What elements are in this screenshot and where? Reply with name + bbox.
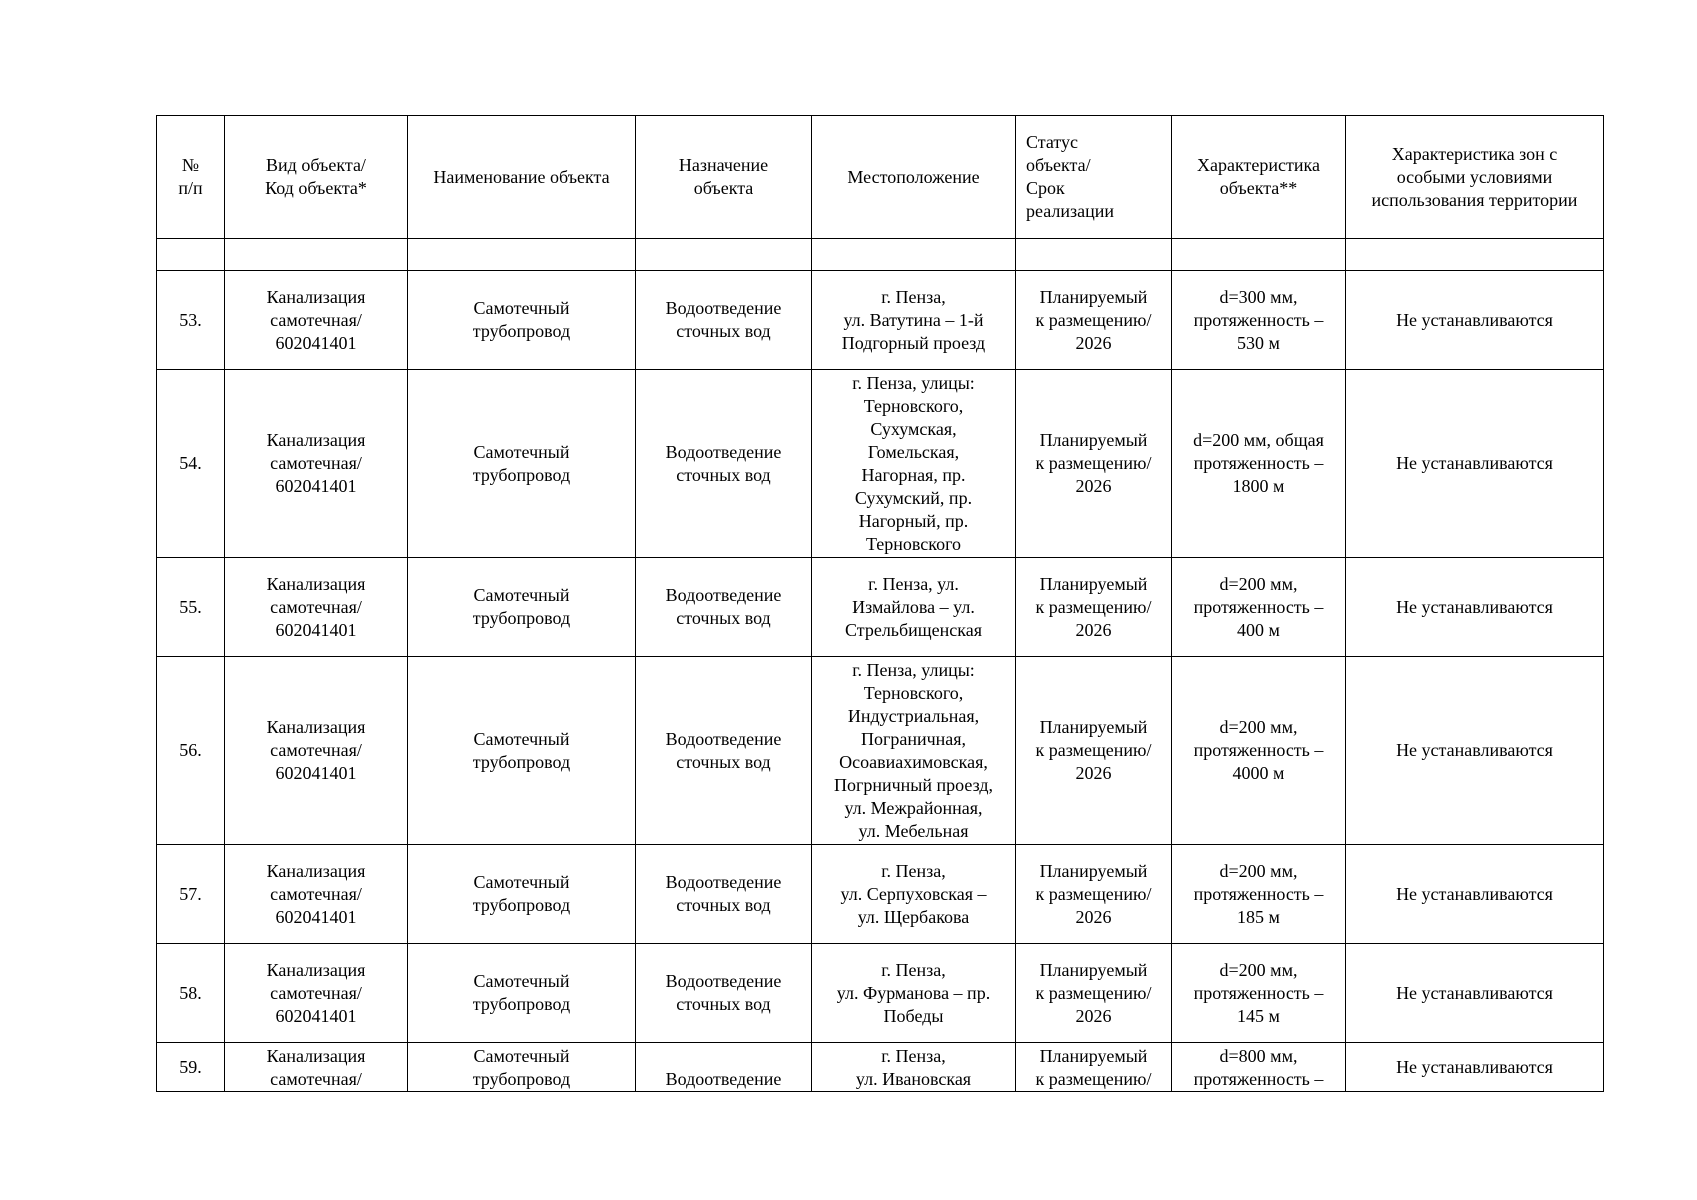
cell-status-text: Планируемый к размещению/ (1035, 1046, 1152, 1089)
cell-name (408, 944, 636, 1043)
cell-purpose-text: Водоотведение сточных вод (665, 585, 782, 628)
cell-characteristic (1172, 1043, 1346, 1092)
cell-characteristic (1172, 271, 1346, 370)
cell-num-text: 59. (179, 1056, 202, 1077)
table-header-row (157, 116, 1604, 239)
cell-characteristic-text: d=200 мм, протяженность – 185 м (1193, 860, 1324, 927)
cell-type-text: Канализация самотечная/ 602041401 (266, 430, 366, 496)
table-row (157, 558, 1604, 657)
cell-status-text: Планируемый к размещению/ 2026 (1035, 573, 1152, 640)
table-row (157, 845, 1604, 944)
cell-zones-text: Не устанавливаются (1396, 309, 1553, 330)
header-cell-status: Статус объекта/ Срок реализации (1016, 116, 1172, 239)
cell-purpose (636, 657, 812, 845)
cell-location (812, 558, 1016, 657)
empty-cell (636, 239, 812, 271)
cell-status-text: Планируемый к размещению/ 2026 (1035, 430, 1152, 496)
cell-characteristic (1172, 657, 1346, 845)
cell-name-text: Самотечный трубопровод (472, 441, 571, 485)
cell-type (225, 845, 408, 944)
cell-type-text: Канализация самотечная/ 602041401 (266, 286, 366, 353)
cell-zones (1346, 271, 1604, 370)
cell-characteristic-text: d=300 мм, протяженность – 530 м (1193, 286, 1324, 353)
cell-name (408, 370, 636, 558)
cell-zones-text: Не устанавливаются (1396, 982, 1553, 1003)
objects-table (156, 115, 1604, 1092)
empty-cell (225, 239, 408, 271)
cell-type (225, 558, 408, 657)
cell-num-text: 56. (179, 740, 202, 760)
cell-purpose-text: Водоотведение (665, 1069, 782, 1089)
cell-type-text: Канализация самотечная/ 602041401 (266, 573, 366, 640)
cell-purpose (636, 370, 812, 558)
cell-type-text: Канализация самотечная/ 602041401 (266, 717, 366, 783)
cell-num-text: 54. (179, 453, 202, 473)
cell-location-text: г. Пенза, ул. Фурманова – пр. Победы (836, 959, 991, 1026)
cell-num (157, 845, 225, 944)
cell-status-text: Планируемый к размещению/ 2026 (1035, 717, 1152, 783)
cell-num-text: 57. (179, 883, 202, 904)
empty-spacer-row (157, 239, 1604, 271)
header-cell-characteristic: Характеристика объекта** (1172, 116, 1346, 239)
cell-location-text: г. Пенза, улицы: Терновского, Сухумская, Гомельская, Нагорная, пр. Сухумский, пр. Нагорный, пр. Терновского (852, 372, 975, 554)
cell-location-text: г. Пенза, улицы: Терновского, Индустриальная, Пограничная, Осоавиахимовская, Погрничный проезд, ул. Межрайонная, ул. Мебельная (833, 659, 994, 841)
cell-purpose-text: Водоотведение сточных вод (665, 872, 782, 915)
cell-purpose-text: Водоотведение сточных вод (665, 298, 782, 341)
cell-zones (1346, 370, 1604, 558)
empty-cell (1172, 239, 1346, 271)
cell-location-text: г. Пенза, ул. Ивановская (855, 1046, 972, 1089)
cell-name-text: Самотечный трубопровод (472, 971, 571, 1014)
header-cell-type: Вид объекта/ Код объекта* (225, 116, 408, 239)
empty-cell (157, 239, 225, 271)
cell-status-text: Планируемый к размещению/ 2026 (1035, 959, 1152, 1026)
cell-name-text: Самотечный трубопровод (472, 872, 571, 915)
cell-status (1016, 657, 1172, 845)
header-cell-zones: Характеристика зон с особыми условиями использования территории (1346, 116, 1604, 239)
cell-zones-text: Не устанавливаются (1396, 596, 1553, 617)
cell-type (225, 944, 408, 1043)
cell-purpose-text: Водоотведение сточных вод (665, 728, 782, 772)
cell-type (225, 370, 408, 558)
cell-location (812, 1043, 1016, 1092)
cell-zones (1346, 558, 1604, 657)
cell-characteristic (1172, 944, 1346, 1043)
cell-num (157, 944, 225, 1043)
table-row (157, 370, 1604, 558)
cell-name-text: Самотечный трубопровод (472, 585, 571, 628)
empty-cell (1016, 239, 1172, 271)
cell-zones (1346, 1043, 1604, 1092)
cell-name-text: Самотечный трубопровод (472, 728, 571, 772)
cell-type-text: Канализация самотечная/ (266, 1046, 366, 1089)
cell-characteristic (1172, 370, 1346, 558)
cell-status (1016, 558, 1172, 657)
cell-zones (1346, 944, 1604, 1043)
cell-characteristic-text: d=800 мм, протяженность – (1193, 1046, 1324, 1089)
cell-status-text: Планируемый к размещению/ 2026 (1035, 286, 1152, 353)
cell-zones (1346, 845, 1604, 944)
cell-type-text: Канализация самотечная/ 602041401 (266, 860, 366, 927)
empty-cell (1346, 239, 1604, 271)
cell-num (157, 657, 225, 845)
cell-num-text: 55. (179, 596, 202, 617)
cell-purpose (636, 558, 812, 657)
cell-status (1016, 1043, 1172, 1092)
cell-status (1016, 845, 1172, 944)
header-cell-purpose: Назначение объекта (636, 116, 812, 239)
cell-zones-text: Не устанавливаются (1396, 740, 1553, 760)
cell-characteristic (1172, 558, 1346, 657)
cell-zones-text: Не устанавливаются (1396, 1056, 1553, 1077)
cell-status (1016, 370, 1172, 558)
cell-characteristic (1172, 845, 1346, 944)
cell-name (408, 657, 636, 845)
empty-cell (812, 239, 1016, 271)
cell-location-text: г. Пенза, ул. Серпуховская – ул. Щербакова (840, 860, 987, 927)
cell-num (157, 558, 225, 657)
cell-num (157, 370, 225, 558)
cell-zones-text: Не устанавливаются (1396, 883, 1553, 904)
table-row (157, 657, 1604, 845)
cell-characteristic-text: d=200 мм, протяженность – 400 м (1193, 573, 1324, 640)
cell-purpose (636, 1043, 812, 1092)
cell-purpose (636, 271, 812, 370)
cell-location-text: г. Пенза, ул. Измайлова – ул. Стрельбищенская (844, 573, 983, 640)
cell-num (157, 1043, 225, 1092)
cell-location (812, 370, 1016, 558)
empty-cell (408, 239, 636, 271)
cell-type (225, 657, 408, 845)
cell-location-text: г. Пенза, ул. Ватутина – 1-й Подгорный проезд (841, 286, 986, 353)
cell-location (812, 944, 1016, 1043)
cell-name (408, 271, 636, 370)
cell-status-text: Планируемый к размещению/ 2026 (1035, 860, 1152, 927)
cell-purpose-text: Водоотведение сточных вод (665, 971, 782, 1014)
cell-num-text: 58. (179, 982, 202, 1003)
cell-characteristic-text: d=200 мм, протяженность – 4000 м (1193, 717, 1324, 783)
cell-name-text: Самотечный трубопровод (472, 1046, 571, 1089)
cell-status (1016, 271, 1172, 370)
cell-type-text: Канализация самотечная/ 602041401 (266, 959, 366, 1026)
header-cell-location: Местоположение (812, 116, 1016, 239)
cell-location (812, 845, 1016, 944)
table-row (157, 944, 1604, 1043)
header-cell-num: № п/п (157, 116, 225, 239)
cell-name (408, 845, 636, 944)
cell-location (812, 657, 1016, 845)
cell-name-text: Самотечный трубопровод (472, 298, 571, 341)
table-row (157, 271, 1604, 370)
cell-zones (1346, 657, 1604, 845)
cell-name (408, 558, 636, 657)
cell-num (157, 271, 225, 370)
cell-zones-text: Не устанавливаются (1396, 453, 1553, 473)
cell-purpose (636, 845, 812, 944)
cell-type (225, 1043, 408, 1092)
cell-num-text: 53. (179, 309, 202, 330)
header-cell-name: Наименование объекта (408, 116, 636, 239)
cell-location (812, 271, 1016, 370)
cell-purpose (636, 944, 812, 1043)
table-row (157, 1043, 1604, 1092)
cell-characteristic-text: d=200 мм, протяженность – 145 м (1193, 959, 1324, 1026)
cell-purpose-text: Водоотведение сточных вод (665, 441, 782, 485)
cell-characteristic-text: d=200 мм, общая протяженность – 1800 м (1193, 430, 1324, 496)
cell-name (408, 1043, 636, 1092)
cell-status (1016, 944, 1172, 1043)
cell-type (225, 271, 408, 370)
